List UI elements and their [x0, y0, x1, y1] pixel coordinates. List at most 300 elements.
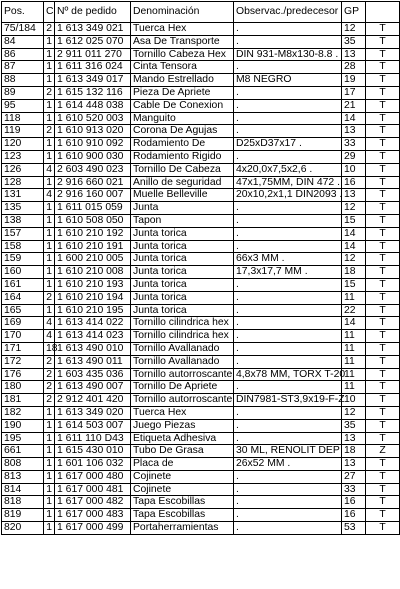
cell-type: T [366, 496, 400, 509]
cell-gp: 13 [342, 432, 366, 445]
cell-denominacion: Junta torica [131, 291, 234, 304]
cell-type: T [366, 355, 400, 368]
cell-observ: . [234, 470, 342, 483]
cell-gp: 15 [342, 278, 366, 291]
header-pos: Pos. [2, 2, 44, 23]
cell-type: T [366, 483, 400, 496]
cell-gp: 10 [342, 163, 366, 176]
cell-pos: 808 [2, 458, 44, 471]
table-row [2, 138, 400, 151]
cell-observ: . [234, 214, 342, 227]
cell-pedido: 1 617 000 483 [55, 509, 131, 522]
cell-denominacion: Junta torica [131, 266, 234, 279]
cell-denominacion: Tornillo cilindrica hex [131, 330, 234, 343]
cell-qty: 1 [44, 35, 55, 48]
header-gp: GP [342, 2, 366, 23]
cell-pedido: 1 614 503 007 [55, 419, 131, 432]
cell-pedido: 1 613 349 021 [55, 23, 131, 36]
cell-gp: 33 [342, 138, 366, 151]
cell-pedido: 1 610 520 003 [55, 112, 131, 125]
cell-qty: 1 [44, 483, 55, 496]
cell-pos: 161 [2, 278, 44, 291]
cell-type: T [366, 458, 400, 471]
table-row [2, 458, 400, 471]
cell-pedido: 1 617 000 482 [55, 496, 131, 509]
cell-qty: 4 [44, 317, 55, 330]
cell-denominacion: Tuerca Hex [131, 406, 234, 419]
cell-gp: 12 [342, 253, 366, 266]
cell-pos: 165 [2, 304, 44, 317]
cell-denominacion: Asa De Transporte [131, 35, 234, 48]
cell-type: T [366, 381, 400, 394]
cell-gp: 16 [342, 176, 366, 189]
cell-gp: 13 [342, 48, 366, 61]
cell-observ: 20x10,2x1,1 DIN2093 . [234, 189, 342, 202]
cell-denominacion: Cojinete [131, 483, 234, 496]
cell-pedido: 1 601 106 032 [55, 458, 131, 471]
cell-pedido: 1 617 000 481 [55, 483, 131, 496]
cell-observ: D25xD37x17 . [234, 138, 342, 151]
cell-gp: 33 [342, 483, 366, 496]
cell-qty: 2 [44, 394, 55, 407]
cell-pos: 88 [2, 74, 44, 87]
cell-type: T [366, 394, 400, 407]
cell-type: T [366, 150, 400, 163]
cell-pedido: 2 911 011 270 [55, 48, 131, 61]
cell-observ: . [234, 125, 342, 138]
cell-type: T [366, 317, 400, 330]
cell-type: T [366, 227, 400, 240]
cell-pedido: 1 613 414 022 [55, 317, 131, 330]
cell-denominacion: Cojinete [131, 470, 234, 483]
table-row [2, 470, 400, 483]
cell-denominacion: Tornillo autorroscante [131, 368, 234, 381]
cell-observ: DIN7981-ST3,9x19-F-Z [234, 394, 342, 407]
cell-qty: 1 [44, 470, 55, 483]
cell-denominacion: Pieza De Apriete [131, 86, 234, 99]
cell-pos: 182 [2, 406, 44, 419]
cell-type: T [366, 240, 400, 253]
cell-qty: 4 [44, 189, 55, 202]
cell-qty: 4 [44, 163, 55, 176]
cell-type: T [366, 99, 400, 112]
cell-type: T [366, 23, 400, 36]
table-row [2, 330, 400, 343]
cell-pedido: 1 613 349 017 [55, 74, 131, 87]
cell-denominacion: Tornillo Avallanado [131, 342, 234, 355]
header-pedido: Nº de pedido [55, 2, 131, 23]
cell-type: T [366, 278, 400, 291]
cell-qty: 2 [44, 291, 55, 304]
cell-type: Z [366, 445, 400, 458]
cell-pos: 818 [2, 496, 44, 509]
cell-observ: 17,3x17,7 MM . [234, 266, 342, 279]
cell-observ: . [234, 432, 342, 445]
cell-qty: 1 [44, 227, 55, 240]
cell-gp: 15 [342, 214, 366, 227]
cell-denominacion: Junta torica [131, 253, 234, 266]
cell-gp: 14 [342, 240, 366, 253]
cell-pos: 157 [2, 227, 44, 240]
cell-observ: . [234, 112, 342, 125]
cell-gp: 14 [342, 317, 366, 330]
table-header-row [2, 2, 400, 23]
cell-observ: . [234, 61, 342, 74]
cell-qty: 1 [44, 278, 55, 291]
table-row [2, 419, 400, 432]
table-row [2, 317, 400, 330]
table-row [2, 368, 400, 381]
cell-qty: 2 [44, 23, 55, 36]
cell-observ: . [234, 496, 342, 509]
cell-qty: 1 [44, 138, 55, 151]
header-denominacion: Denominación [131, 2, 234, 23]
cell-pedido: 1 613 414 023 [55, 330, 131, 343]
cell-denominacion: Junta torica [131, 240, 234, 253]
cell-gp: 11 [342, 291, 366, 304]
table-row [2, 304, 400, 317]
cell-type: T [366, 189, 400, 202]
cell-pos: 89 [2, 86, 44, 99]
cell-gp: 10 [342, 394, 366, 407]
cell-qty: 1 [44, 432, 55, 445]
cell-type: T [366, 202, 400, 215]
cell-qty: 2 [44, 355, 55, 368]
cell-denominacion: Junta torica [131, 278, 234, 291]
cell-pedido: 1 617 000 480 [55, 470, 131, 483]
cell-pos: 195 [2, 432, 44, 445]
table-row [2, 291, 400, 304]
cell-type: T [366, 509, 400, 522]
cell-denominacion: Rodamiento Rigido [131, 150, 234, 163]
cell-type: T [366, 176, 400, 189]
cell-pos: 181 [2, 394, 44, 407]
cell-type: T [366, 48, 400, 61]
cell-denominacion: Junta [131, 202, 234, 215]
header-qty: C [44, 2, 55, 23]
cell-qty: 1 [44, 150, 55, 163]
cell-observ: . [234, 381, 342, 394]
table-row [2, 163, 400, 176]
cell-observ: 66x3 MM . [234, 253, 342, 266]
cell-qty: 1 [44, 214, 55, 227]
cell-pedido: 1 610 913 020 [55, 125, 131, 138]
cell-denominacion: Cinta Tensora [131, 61, 234, 74]
cell-qty: 1 [44, 406, 55, 419]
table-row [2, 355, 400, 368]
cell-pos: 190 [2, 419, 44, 432]
cell-type: T [366, 138, 400, 151]
cell-type: T [366, 304, 400, 317]
cell-pedido: 1 612 025 070 [55, 35, 131, 48]
cell-type: T [366, 74, 400, 87]
header-last [366, 2, 400, 23]
cell-type: T [366, 291, 400, 304]
cell-gp: 11 [342, 355, 366, 368]
cell-qty: 1 [44, 74, 55, 87]
cell-gp: 11 [342, 330, 366, 343]
cell-denominacion: Anillo de seguridad [131, 176, 234, 189]
cell-pos: 135 [2, 202, 44, 215]
cell-qty: 1 [44, 266, 55, 279]
cell-pedido: 1 611 110 D43 [55, 432, 131, 445]
cell-pos: 813 [2, 470, 44, 483]
cell-pedido: 2 603 490 023 [55, 163, 131, 176]
cell-pedido: 1 614 448 038 [55, 99, 131, 112]
cell-gp: 12 [342, 202, 366, 215]
cell-denominacion: Tornillo Cabeza Hex [131, 48, 234, 61]
cell-qty: 1 [44, 176, 55, 189]
cell-type: T [366, 214, 400, 227]
cell-gp: 35 [342, 419, 366, 432]
cell-gp: 11 [342, 381, 366, 394]
cell-observ: . [234, 342, 342, 355]
cell-pedido: 1 611 015 059 [55, 202, 131, 215]
cell-observ: 47x1,75MM, DIN 472 . [234, 176, 342, 189]
cell-pedido: 2 916 160 007 [55, 189, 131, 202]
cell-denominacion: Cable De Conexion [131, 99, 234, 112]
cell-pos: 814 [2, 483, 44, 496]
cell-denominacion: Etiqueta Adhesiva [131, 432, 234, 445]
cell-pedido: 1 613 490 007 [55, 381, 131, 394]
cell-qty: 1 [44, 304, 55, 317]
cell-pos: 158 [2, 240, 44, 253]
cell-qty: 2 [44, 368, 55, 381]
cell-pos: 95 [2, 99, 44, 112]
table-row [2, 266, 400, 279]
cell-pedido: 1 615 430 010 [55, 445, 131, 458]
table-row [2, 202, 400, 215]
cell-denominacion: Tubo De Grasa [131, 445, 234, 458]
cell-observ: . [234, 509, 342, 522]
cell-pos: 171 [2, 342, 44, 355]
table-row [2, 406, 400, 419]
table-row [2, 150, 400, 163]
cell-denominacion: Mando Estrellado [131, 74, 234, 87]
table-row [2, 74, 400, 87]
cell-observ: . [234, 330, 342, 343]
cell-observ: . [234, 304, 342, 317]
table-row [2, 214, 400, 227]
cell-pos: 176 [2, 368, 44, 381]
cell-gp: 12 [342, 406, 366, 419]
cell-qty: 1 [44, 419, 55, 432]
cell-qty: 1 [44, 202, 55, 215]
cell-observ: . [234, 291, 342, 304]
cell-pos: 119 [2, 125, 44, 138]
cell-gp: 28 [342, 61, 366, 74]
cell-denominacion: Junta torica [131, 227, 234, 240]
cell-denominacion: Tapa Escobillas [131, 509, 234, 522]
cell-observ: . [234, 278, 342, 291]
cell-denominacion: Muelle Belleville [131, 189, 234, 202]
cell-pedido: 1 610 210 194 [55, 291, 131, 304]
cell-gp: 11 [342, 368, 366, 381]
cell-qty: 1 [44, 253, 55, 266]
cell-gp: 16 [342, 496, 366, 509]
cell-qty: 2 [44, 125, 55, 138]
table-row [2, 483, 400, 496]
cell-pedido: 1 613 490 011 [55, 355, 131, 368]
cell-type: T [366, 266, 400, 279]
table-row [2, 394, 400, 407]
table-row [2, 23, 400, 36]
cell-gp: 18 [342, 266, 366, 279]
cell-observ: . [234, 240, 342, 253]
cell-pedido: 1 600 210 005 [55, 253, 131, 266]
cell-observ: . [234, 406, 342, 419]
cell-denominacion: Portaherramientas [131, 522, 234, 535]
cell-pos: 138 [2, 214, 44, 227]
table-row [2, 240, 400, 253]
cell-gp: 13 [342, 189, 366, 202]
cell-type: T [366, 125, 400, 138]
cell-denominacion: Rodamiento De [131, 138, 234, 151]
cell-qty: 1 [44, 522, 55, 535]
cell-pos: 123 [2, 150, 44, 163]
cell-pos: 159 [2, 253, 44, 266]
table-row [2, 496, 400, 509]
cell-type: T [366, 342, 400, 355]
cell-type: T [366, 406, 400, 419]
cell-gp: 14 [342, 227, 366, 240]
parts-list-document [1, 1, 399, 587]
table-row [2, 278, 400, 291]
cell-gp: 19 [342, 74, 366, 87]
cell-type: T [366, 86, 400, 99]
cell-type: T [366, 61, 400, 74]
cell-gp: 21 [342, 99, 366, 112]
cell-pos: 87 [2, 61, 44, 74]
table-row [2, 432, 400, 445]
cell-denominacion: Tornillo De Cabeza [131, 163, 234, 176]
cell-pos: 120 [2, 138, 44, 151]
cell-pedido: 1 610 210 193 [55, 278, 131, 291]
cell-type: T [366, 253, 400, 266]
cell-type: T [366, 419, 400, 432]
table-row [2, 253, 400, 266]
cell-pos: 169 [2, 317, 44, 330]
cell-observ: . [234, 202, 342, 215]
cell-denominacion: Tapa Escobillas [131, 496, 234, 509]
cell-denominacion: Junta torica [131, 304, 234, 317]
cell-gp: 18 [342, 445, 366, 458]
cell-observ: . [234, 227, 342, 240]
cell-pos: 820 [2, 522, 44, 535]
cell-pedido: 1 610 508 050 [55, 214, 131, 227]
cell-pedido: 1 615 132 116 [55, 86, 131, 99]
cell-pedido: 1 610 210 191 [55, 240, 131, 253]
cell-denominacion: Tornillo Avallanado [131, 355, 234, 368]
table-row [2, 445, 400, 458]
table-row [2, 61, 400, 74]
cell-observ: M8 NEGRO [234, 74, 342, 87]
cell-qty: 18 [44, 342, 55, 355]
cell-observ: 26x52 MM . [234, 458, 342, 471]
cell-observ: DIN 931-M8x130-8.8 . [234, 48, 342, 61]
cell-pos: 164 [2, 291, 44, 304]
cell-pedido: 1 611 316 024 [55, 61, 131, 74]
cell-gp: 12 [342, 23, 366, 36]
table-row [2, 227, 400, 240]
table-row [2, 189, 400, 202]
cell-gp: 14 [342, 112, 366, 125]
cell-pedido: 2 916 660 021 [55, 176, 131, 189]
cell-qty: 1 [44, 458, 55, 471]
cell-observ: . [234, 150, 342, 163]
cell-type: T [366, 368, 400, 381]
table-row [2, 522, 400, 535]
cell-gp: 27 [342, 470, 366, 483]
cell-denominacion: Tuerca Hex [131, 23, 234, 36]
cell-pos: 180 [2, 381, 44, 394]
cell-pedido: 1 617 000 499 [55, 522, 131, 535]
cell-gp: 17 [342, 86, 366, 99]
table-row [2, 509, 400, 522]
cell-gp: 53 [342, 522, 366, 535]
cell-pos: 118 [2, 112, 44, 125]
cell-observ: . [234, 99, 342, 112]
cell-observ: . [234, 86, 342, 99]
cell-pos: 172 [2, 355, 44, 368]
table-row [2, 35, 400, 48]
cell-denominacion: Tornillo De Apriete [131, 381, 234, 394]
cell-gp: 22 [342, 304, 366, 317]
cell-qty: 1 [44, 48, 55, 61]
parts-table [1, 1, 400, 535]
cell-qty: 2 [44, 86, 55, 99]
cell-observ: . [234, 483, 342, 496]
cell-pos: 126 [2, 163, 44, 176]
cell-pos: 160 [2, 266, 44, 279]
cell-pedido: 1 613 490 010 [55, 342, 131, 355]
table-row [2, 86, 400, 99]
cell-pos: 661 [2, 445, 44, 458]
cell-observ: . [234, 23, 342, 36]
cell-pedido: 1 610 210 192 [55, 227, 131, 240]
cell-pos: 170 [2, 330, 44, 343]
table-row [2, 381, 400, 394]
cell-denominacion: Tapon [131, 214, 234, 227]
cell-qty: 4 [44, 330, 55, 343]
cell-observ: . [234, 35, 342, 48]
table-row [2, 112, 400, 125]
cell-qty: 2 [44, 381, 55, 394]
cell-observ: 30 ML, RENOLIT DEP [234, 445, 342, 458]
cell-pos: 128 [2, 176, 44, 189]
cell-observ: . [234, 355, 342, 368]
cell-denominacion: Tornillo cilindrica hex [131, 317, 234, 330]
cell-qty: 1 [44, 445, 55, 458]
cell-pos: 131 [2, 189, 44, 202]
cell-type: T [366, 522, 400, 535]
table-row [2, 125, 400, 138]
cell-gp: 35 [342, 35, 366, 48]
cell-gp: 13 [342, 125, 366, 138]
cell-type: T [366, 112, 400, 125]
cell-pos: 86 [2, 48, 44, 61]
cell-pedido: 2 912 401 420 [55, 394, 131, 407]
cell-denominacion: Juego Piezas [131, 419, 234, 432]
cell-observ: . [234, 419, 342, 432]
cell-pedido: 1 610 210 008 [55, 266, 131, 279]
cell-pedido: 1 603 435 036 [55, 368, 131, 381]
cell-qty: 1 [44, 112, 55, 125]
cell-pos: 75/184 [2, 23, 44, 36]
cell-gp: 16 [342, 509, 366, 522]
cell-type: T [366, 35, 400, 48]
header-observ: Observac./predecesor [234, 2, 342, 23]
